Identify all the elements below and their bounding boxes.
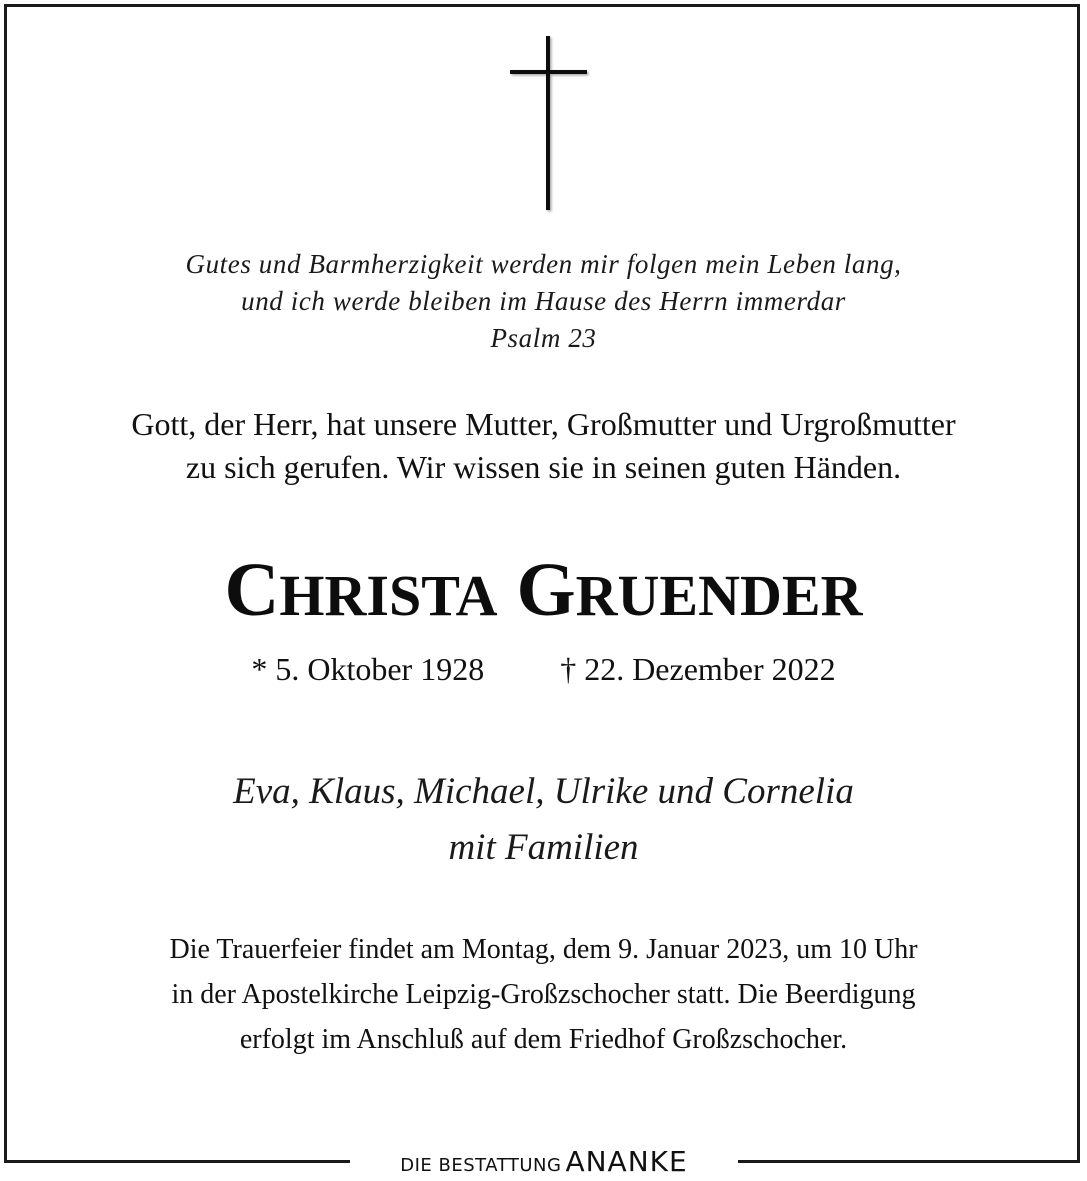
last-name-initial: G [516, 548, 576, 632]
first-name-rest: HRISTA [279, 563, 498, 628]
birth-date: * 5. Oktober 1928 [251, 651, 485, 687]
service-line-1: Die Trauerfeier findet am Montag, dem 9. Januar 2023, um 10 Uhr [169, 934, 918, 965]
funeral-home-brand [350, 1147, 738, 1181]
death-date: † 22. Dezember 2022 [560, 651, 836, 687]
family-line-1: Eva, Klaus, Michael, Ulrike und Cornelia [233, 771, 854, 812]
intro-text [0, 403, 1087, 489]
psalm-quote [0, 246, 1087, 357]
psalm-line-2: und ich werde bleiben im Hause des Herrn immerdar [241, 286, 846, 316]
last-name-rest: RUENDER [575, 563, 863, 628]
mourning-family [0, 764, 1087, 876]
brand-prefix: DIE BESTATTUNG [400, 1155, 562, 1176]
cross-icon [507, 34, 591, 214]
service-line-2: in der Apostelkirche Leipzig-Großzschocher statt. Die Beerdigung [171, 979, 916, 1010]
deceased-name [0, 548, 1087, 638]
intro-line-2: zu sich gerufen. Wir wissen sie in seinen guten Händen. [185, 449, 902, 485]
psalm-reference: Psalm 23 [490, 323, 597, 353]
footer-divider-left [4, 1160, 350, 1163]
funeral-service-info [0, 927, 1087, 1062]
family-line-2: mit Familien [448, 827, 639, 868]
intro-line-1: Gott, der Herr, hat unsere Mutter, Großmutter und Urgroßmutter [131, 406, 956, 442]
footer-divider-right [738, 1160, 1080, 1163]
brand-name: ANANKE [565, 1145, 688, 1178]
service-line-3: erfolgt im Anschluß auf dem Friedhof Großzschocher. [239, 1024, 848, 1055]
psalm-line-1: Gutes und Barmherzigkeit werden mir folgen mein Leben lang, [185, 249, 902, 279]
first-name-initial: C [224, 548, 280, 632]
life-dates [0, 648, 1087, 690]
